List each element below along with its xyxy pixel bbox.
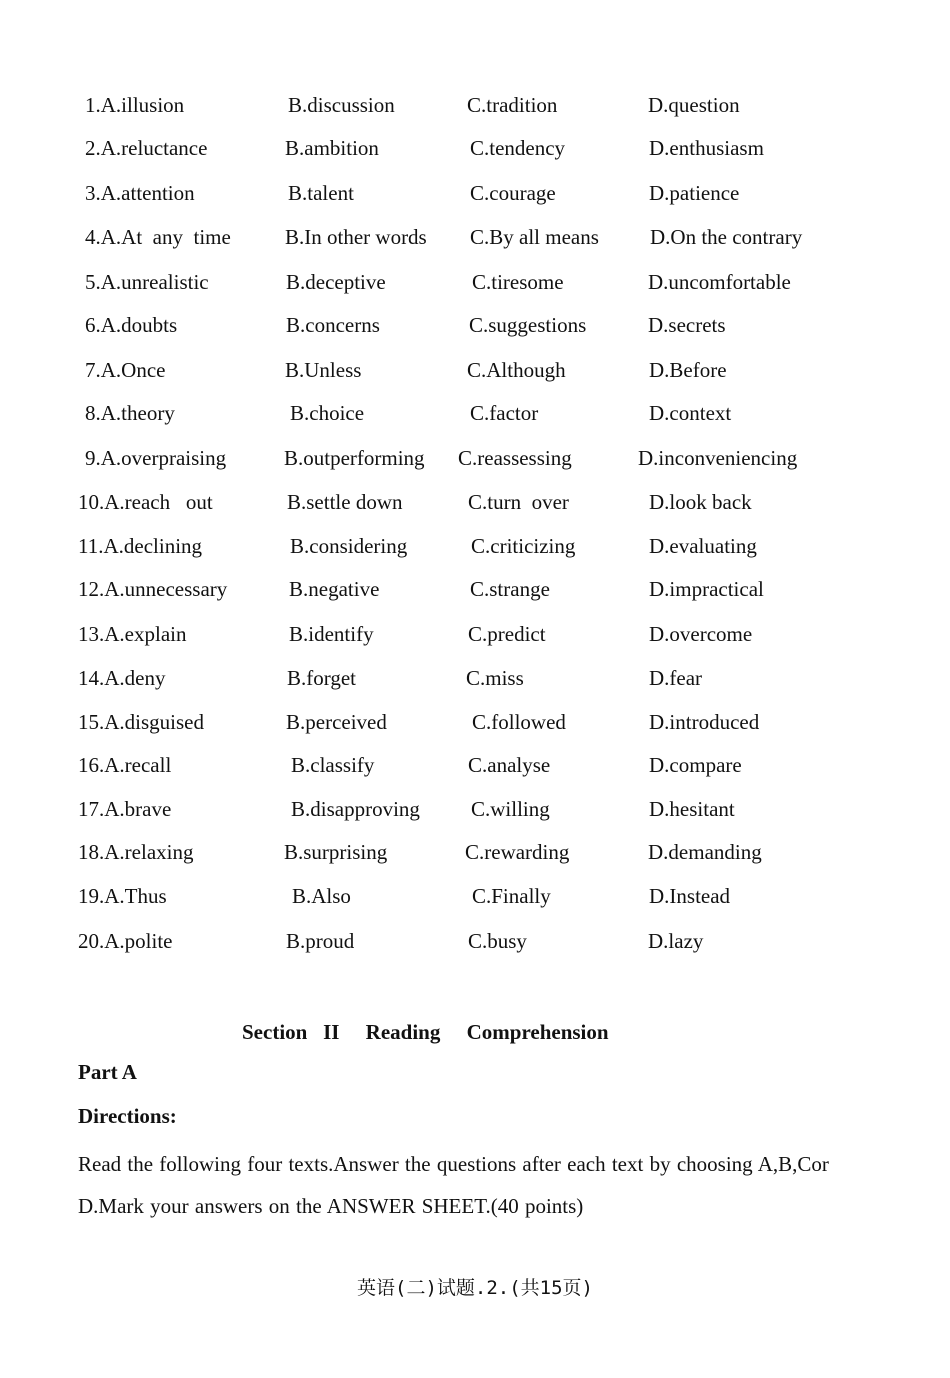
question-row	[0, 619, 950, 649]
option-b: B.deceptive	[286, 270, 386, 294]
option-d: D.overcome	[649, 622, 753, 646]
option-c: C.busy	[468, 929, 527, 953]
option-b: B.ambition	[285, 136, 379, 160]
option-d: D.enthusiasm	[649, 136, 764, 160]
option-a: 5.A.unrealistic	[85, 270, 209, 294]
option-b: B.considering	[290, 534, 408, 558]
option-c: C.tiresome	[472, 270, 564, 294]
option-b: B.proud	[286, 929, 355, 953]
option-c: C.strange	[470, 577, 550, 601]
option-b: B.Unless	[285, 358, 362, 382]
question-row	[0, 355, 950, 385]
question-row	[0, 750, 950, 780]
page-footer: 英语(二)试题.2.(共15页)	[357, 1277, 593, 1299]
question-row	[0, 222, 950, 252]
option-b: B.classify	[291, 753, 375, 777]
option-b: B.negative	[289, 577, 380, 601]
option-b: B.discussion	[288, 93, 395, 117]
option-c: C.predict	[468, 622, 546, 646]
question-row	[0, 663, 950, 693]
question-row	[0, 794, 950, 824]
option-b: B.settle down	[287, 490, 403, 514]
option-d: D.Before	[649, 358, 727, 382]
option-c: C.courage	[470, 181, 556, 205]
option-a: 20.A.polite	[78, 929, 173, 953]
option-a: 13.A.explain	[78, 622, 187, 646]
option-d: D.lazy	[648, 929, 704, 953]
option-d: D.fear	[649, 666, 703, 690]
option-d: D.look back	[649, 490, 752, 514]
option-b: B.In other words	[285, 225, 427, 249]
question-row	[0, 133, 950, 163]
option-d: D.impractical	[649, 577, 764, 601]
option-b: B.outperforming	[284, 446, 425, 470]
option-d: D.inconveniencing	[638, 446, 798, 470]
question-row	[0, 398, 950, 428]
question-row	[0, 531, 950, 561]
option-d: D.Instead	[649, 884, 731, 908]
option-c: C.tradition	[467, 93, 558, 117]
option-c: C.analyse	[468, 753, 551, 777]
part-heading: Part A	[78, 1060, 137, 1084]
question-row	[0, 926, 950, 956]
option-a: 9.A.overpraising	[85, 446, 227, 470]
option-b: B.perceived	[286, 710, 387, 734]
option-b: B.concerns	[286, 313, 380, 337]
option-d: D.secrets	[648, 313, 726, 337]
option-c: C.suggestions	[469, 313, 587, 337]
directions-label: Directions:	[78, 1104, 177, 1128]
option-a: 18.A.relaxing	[78, 840, 194, 864]
question-row	[0, 443, 950, 473]
option-a: 4.A.At any time	[85, 225, 231, 249]
option-b: B.Also	[292, 884, 351, 908]
option-d: D.compare	[649, 753, 742, 777]
option-c: C.criticizing	[471, 534, 576, 558]
question-row	[0, 267, 950, 297]
question-row	[0, 90, 950, 120]
section-title: Section II Reading Comprehension	[242, 1020, 609, 1044]
option-c: C.miss	[466, 666, 524, 690]
option-c: C.willing	[471, 797, 550, 821]
option-a: 3.A.attention	[85, 181, 195, 205]
option-a: 7.A.Once	[85, 358, 166, 382]
option-a: 11.A.declining	[78, 534, 203, 558]
option-d: D.context	[649, 401, 732, 425]
option-a: 17.A.brave	[78, 797, 172, 821]
option-c: C.rewarding	[465, 840, 570, 864]
option-c: C.followed	[472, 710, 566, 734]
option-c: C.reassessing	[458, 446, 572, 470]
option-a: 16.A.recall	[78, 753, 172, 777]
option-b: B.disapproving	[291, 797, 420, 821]
option-d: D.On the contrary	[650, 225, 803, 249]
question-row	[0, 310, 950, 340]
option-c: C.turn over	[468, 490, 569, 514]
option-a: 12.A.unnecessary	[78, 577, 228, 601]
question-row	[0, 178, 950, 208]
option-a: 1.A.illusion	[85, 93, 185, 117]
option-d: D.demanding	[648, 840, 762, 864]
option-d: D.patience	[649, 181, 740, 205]
option-c: C.By all means	[470, 225, 599, 249]
option-a: 6.A.doubts	[85, 313, 178, 337]
option-b: B.choice	[290, 401, 365, 425]
option-b: B.surprising	[284, 840, 388, 864]
question-row	[0, 487, 950, 517]
option-d: D.introduced	[649, 710, 760, 734]
option-b: B.forget	[287, 666, 357, 690]
option-a: 19.A.Thus	[78, 884, 167, 908]
option-b: B.talent	[288, 181, 354, 205]
option-d: D.hesitant	[649, 797, 735, 821]
option-d: D.evaluating	[649, 534, 757, 558]
question-row	[0, 707, 950, 737]
option-a: 8.A.theory	[85, 401, 175, 425]
directions-text: Read the following four texts.Answer the questions after each text by choosing A,B,Cor D.Mark your answers on the ANSWER SHEET.(40 points)	[78, 1152, 829, 1218]
option-c: C.factor	[470, 401, 539, 425]
option-a: 14.A.deny	[78, 666, 166, 690]
option-c: C.Finally	[472, 884, 551, 908]
option-d: D.uncomfortable	[648, 270, 791, 294]
question-row	[0, 837, 950, 867]
question-row	[0, 574, 950, 604]
option-d: D.question	[648, 93, 740, 117]
option-a: 10.A.reach out	[78, 490, 213, 514]
option-c: C.tendency	[470, 136, 566, 160]
option-c: C.Although	[467, 358, 566, 382]
option-a: 15.A.disguised	[78, 710, 204, 734]
option-b: B.identify	[289, 622, 374, 646]
question-row	[0, 881, 950, 911]
option-a: 2.A.reluctance	[85, 136, 208, 160]
